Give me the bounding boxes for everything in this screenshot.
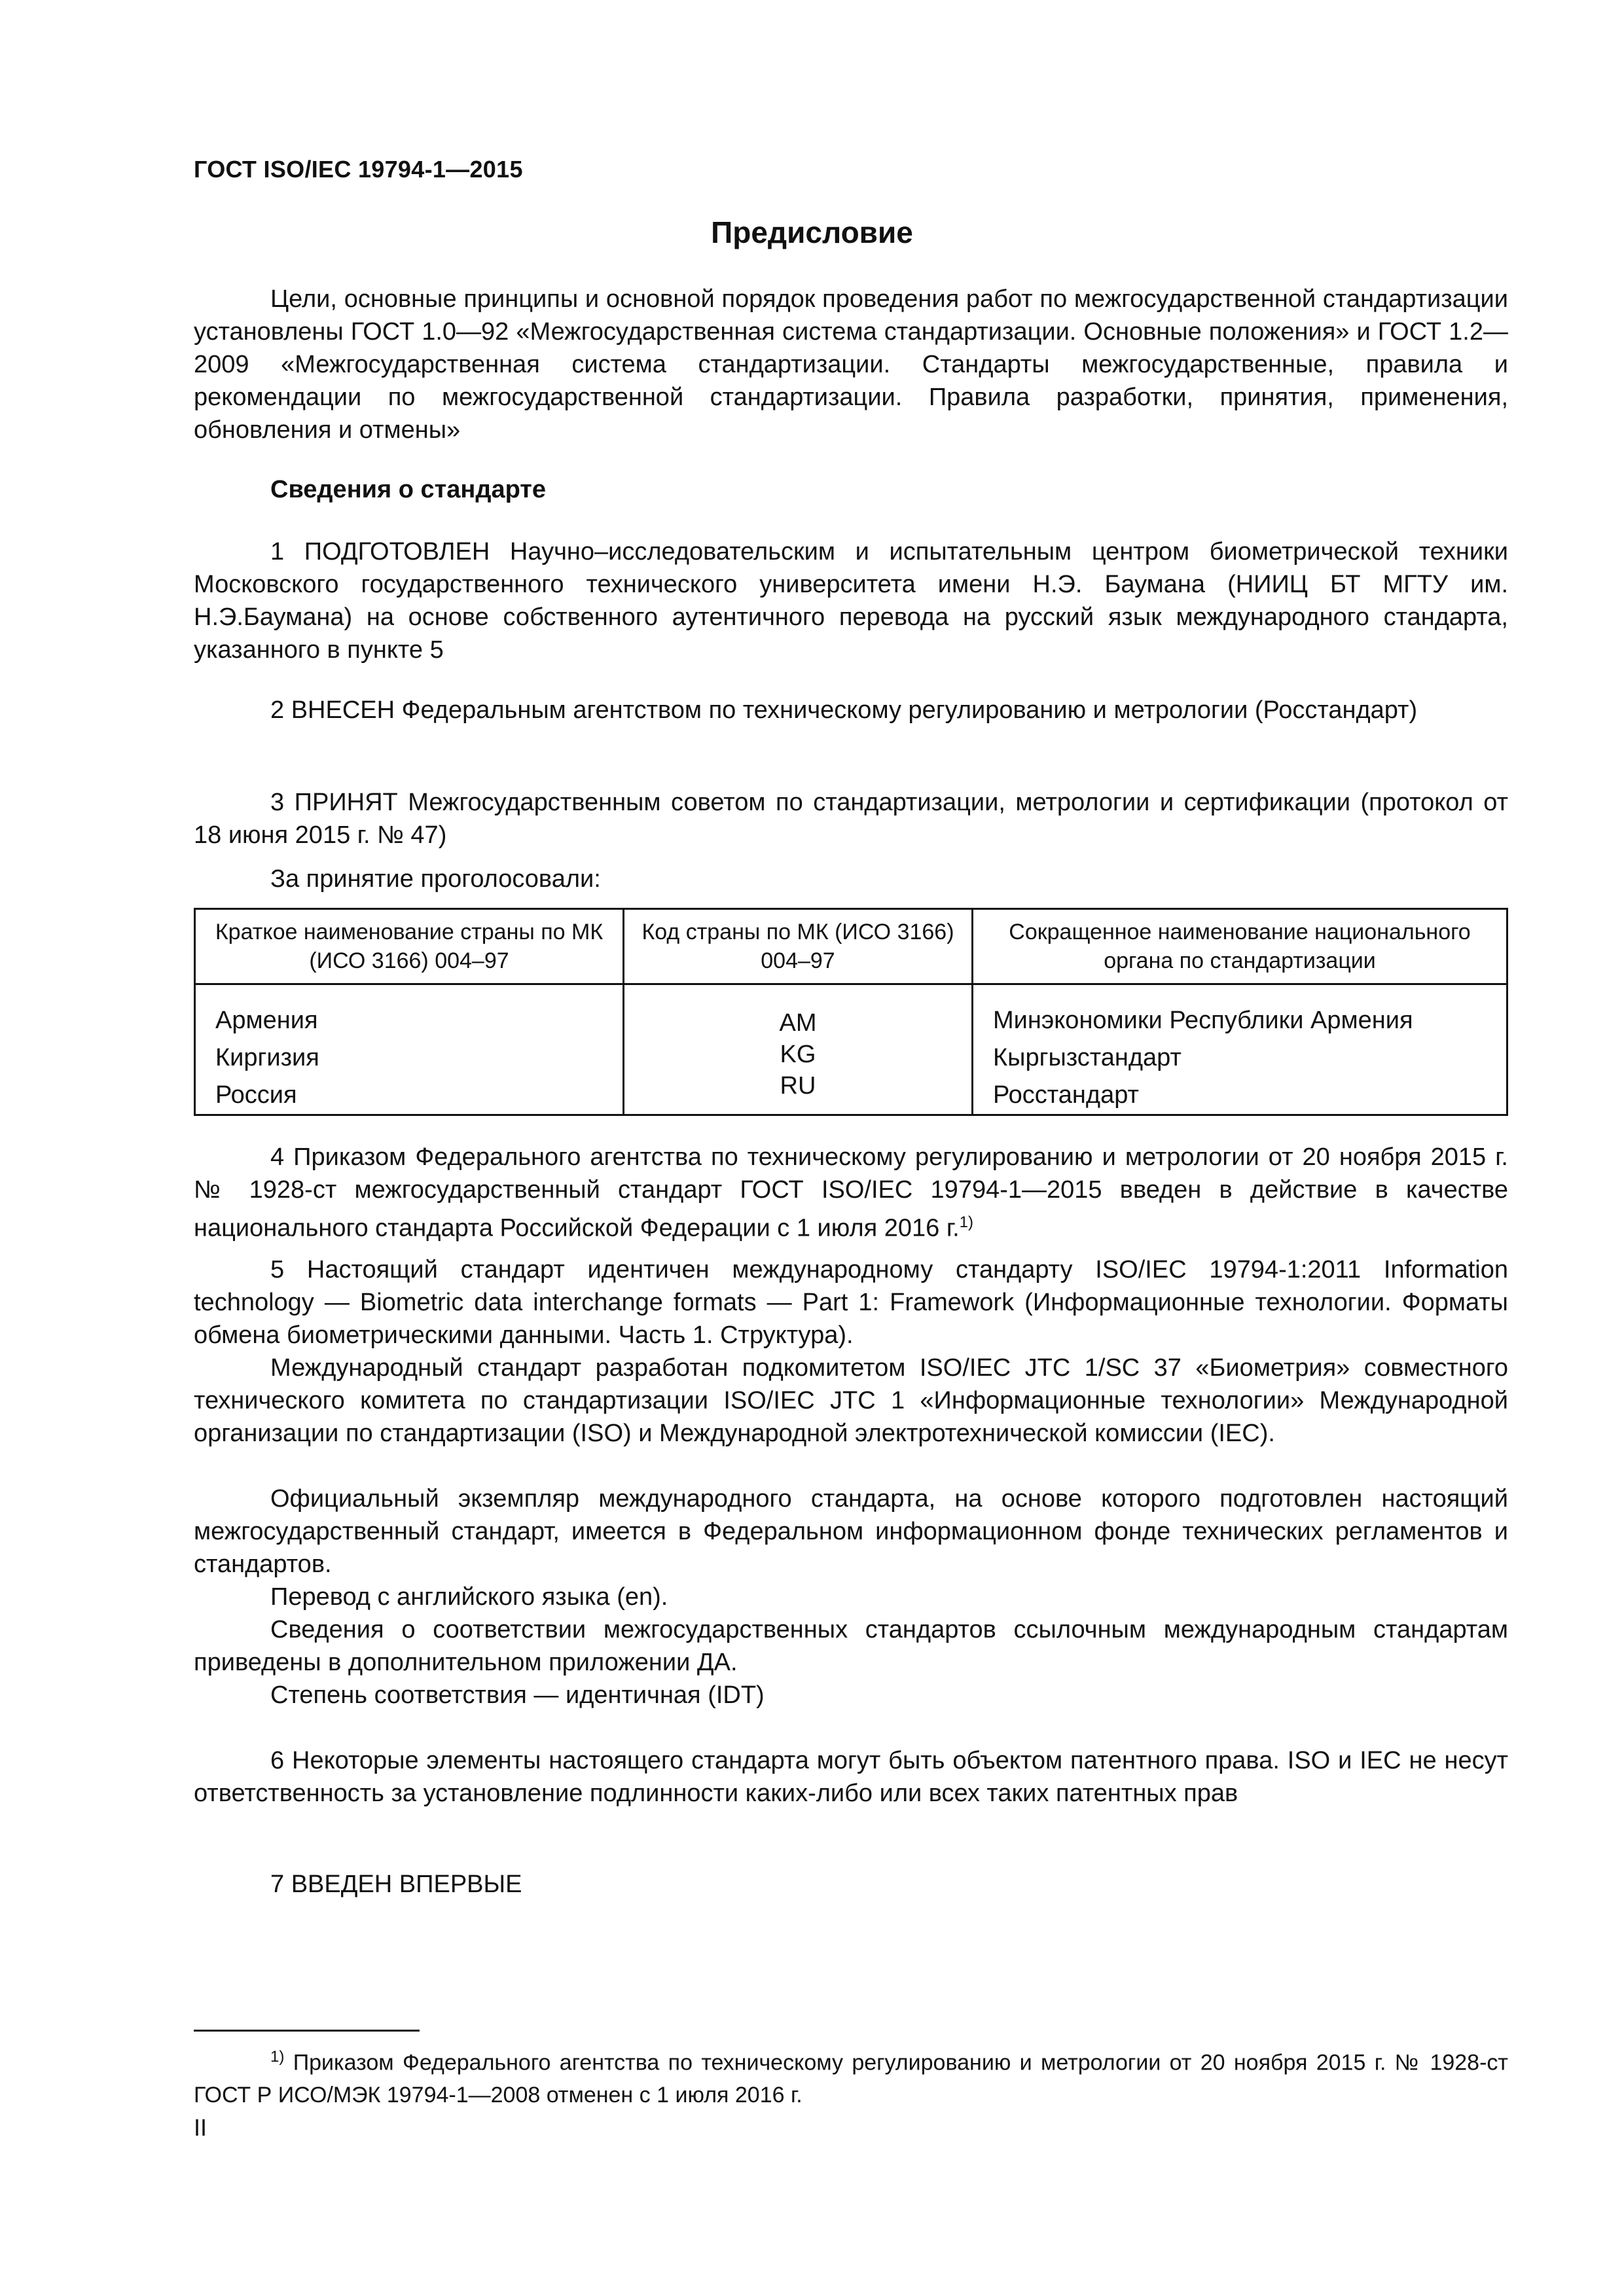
table-row [195,984,1507,1115]
item-7-paragraph: 7 ВВЕДЕН ВПЕРВЫЕ [270,1871,522,1898]
item-5-subparagraph: Официальный экземпляр международного стандарта, на основе которого подготовлен настоящий межгосударственный стандарт, имеется в Федеральном информационном фонде технических регламентов и стандартов. [194,1485,1508,1578]
item-3-paragraph: 3 ПРИНЯТ Межгосударственным советом по стандартизации, метрологии и сертификации (протокол от 18 июня 2015 г. № 47) [194,789,1508,849]
page-title: Предисловие [711,215,913,249]
table-header-country: Краткое наименование страны по МК (ИСО 3166) 004–97 [195,909,624,984]
table-header-code: Код страны по МК (ИСО 3166) 004–97 [624,909,973,984]
country-code: RU [780,1072,816,1100]
table-cell-codes [624,984,973,1115]
table-header-row [195,909,1507,984]
footnote-reference: 1) [959,1213,973,1231]
table-cell-bodies [973,984,1507,1115]
country-code: AM [779,1009,817,1037]
voting-table [194,908,1508,1116]
item-5-paragraph: 5 Настоящий стандарт идентичен международному стандарту ISO/IEC 19794-1:2011 Information technology — Biometric data interchange formats — Part 1: Framework (Информационные технологии. Форматы обмена биометрическими данными. Часть 1. Структура). [194,1256,1508,1349]
item-2-paragraph: 2 ВНЕСЕН Федеральным агентством по техническому регулированию и метрологии (Росстандарт) [270,696,1418,724]
item-4-paragraph: 4 Приказом Федерального агентства по техническому регулированию и метрологии от 20 ноября 2015 г. № 1928-ст межгосударственный стандарт ГОСТ ISO/IEC 19794-1—2015 введен в действие в качестве национального стандарта Российской Федерации с 1 июля 2016 г.$^{1)}$ [194,1143,1508,1242]
standards-body: Росстандарт [993,1081,1139,1109]
item-5-subparagraph: Перевод с английского языка (en). [270,1583,668,1611]
intro-paragraph: Цели, основные принципы и основной порядок проведения работ по межгосударственной стандартизации установлены ГОСТ 1.0—92 «Межгосударственная система стандартизации. Основные положения» и ГОСТ 1.2—2009 «Межгосударственная система стандартизации. Стандарты межгосударственные, правила и рекомендации по межгосударственной стандартизации. Правила разработки, принятия, применения, обновления и отмены» [194,285,1508,444]
page-number: II [194,2114,208,2141]
item-6-paragraph: 6 Некоторые элементы настоящего стандарта могут быть объектом патентного права. ISO и IEC не несут ответственность за установление подлинности каких-либо или всех таких патентных прав [194,1747,1508,1807]
country-name: Киргизия [215,1044,319,1071]
country-name: Армения [215,1007,318,1034]
standard-code-header: ГОСТ ISO/IEC 19794-1—2015 [194,156,523,183]
footnote [194,2041,1508,2111]
item-5-subparagraph: Сведения о соответствии межгосударственных стандартов ссылочным международным стандартам приведены в дополнительном приложении ДА. [194,1616,1508,1676]
footnote-mark: 1) [270,2048,285,2066]
standards-body: Минэкономики Республики Армения [993,1007,1413,1034]
vote-label: За принятие проголосовали: [270,865,601,893]
table-cell-countries [195,984,624,1115]
section-heading: Сведения о стандарте [270,476,547,503]
footnote-divider [194,2030,420,2032]
item-5-subparagraph: Международный стандарт разработан подкомитетом ISO/IEC JTC 1/SC 37 «Биометрия» совместного технического комитета по стандартизации ISO/IEC JTC 1 «Информационные технологии» Международной организации по стандартизации (ISO) и Международной электротехнической комиссии (IEC). [194,1354,1508,1447]
footnote-text: Приказом Федерального агентства по техническому регулированию и метрологии от 20 ноября 2015 г. № 1928-ст ГОСТ Р ИСО/МЭК 19794-1—2008 отменен с 1 июля 2016 г. [194,2050,1508,2108]
table-header-body: Сокращенное наименование национального органа по стандартизации [973,909,1507,984]
item-5-subparagraph: Степень соответствия — идентичная (IDT) [270,1681,765,1709]
country-name: Россия [215,1081,297,1109]
country-code: KG [780,1041,816,1068]
item-1-paragraph: 1 ПОДГОТОВЛЕН Научно–исследовательским и испытательным центром биометрической техники Московского государственного технического университета имени Н.Э. Баумана (НИИЦ БТ МГТУ им. Н.Э.Баумана) на основе собственного аутентичного перевода на русский язык международного стандарта, указанного в пункте 5 [194,538,1508,664]
standards-body: Кыргызстандарт [993,1044,1182,1071]
